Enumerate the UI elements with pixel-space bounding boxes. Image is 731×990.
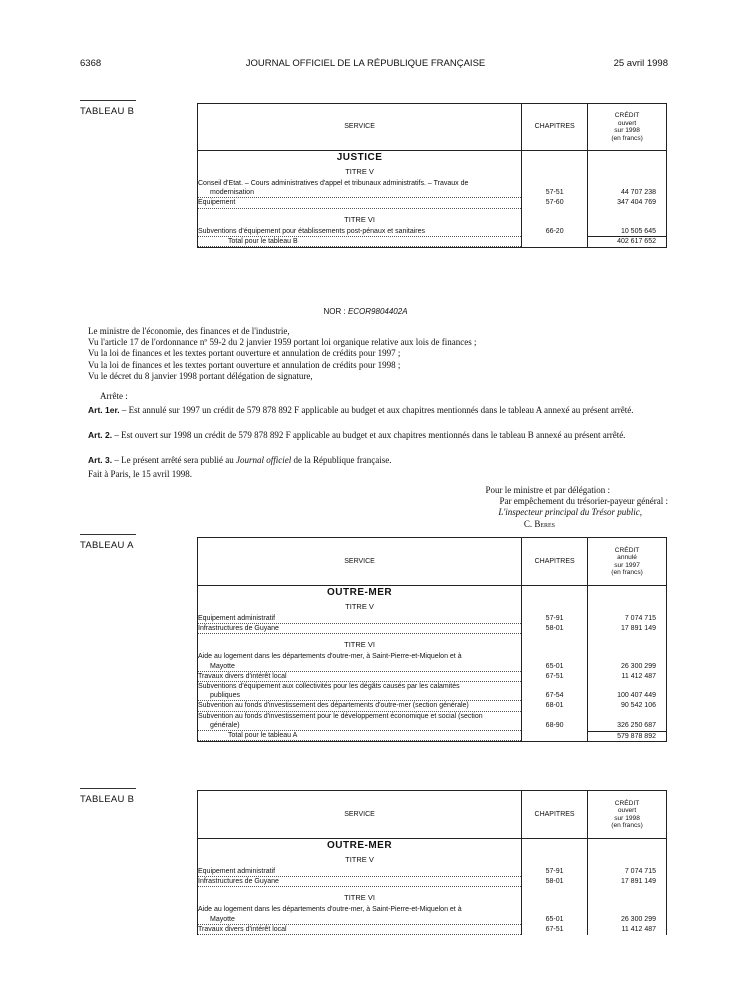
col-chapitres: CHAPITRES: [522, 538, 588, 586]
col-chapitres: CHAPITRES: [522, 104, 588, 151]
article-3: Art. 3. – Le présent arrêté sera publié au Journal officiel de la République française.: [88, 455, 392, 465]
col-service: SERVICE: [198, 538, 522, 586]
table-row: Equipement administratif 57-91 7 074 715: [198, 614, 667, 624]
table-row: Conseil d'Etat. – Cours administratives d'appel et tribunaux administratifs. – Travaux de modernisation 57-51 44 707 238: [198, 179, 667, 198]
table-row: Infrastructures de Guyane 58-01 17 891 149: [198, 877, 667, 887]
table-row: Subvention au fonds d'investissement pour le développement économique et social (section générale) 68-90 326 250 687: [198, 712, 667, 731]
visa-line: Vu la loi de finances et les textes portant ouverture et annulation de crédits pour 1997 ;: [88, 348, 401, 359]
signature-block: Pour le ministre et par délégation : Par empêchement du trésorier-payeur général : L'inspecteur principal du Trésor public, C. Beres: [485, 485, 668, 529]
table-row: Aide au logement dans les départements d'outre-mer, à Saint-Pierre-et-Miquelon et à Mayotte 65-01 26 300 299: [198, 905, 667, 924]
table-a-outre-mer: [197, 537, 667, 742]
table-row: Subventions d'équipement aux collectivités pour les dégâts causés par les calamités publiques 67-54 100 407 449: [198, 682, 667, 701]
table-label-b1: TABLEAU B: [80, 106, 135, 117]
table-b-justice: [197, 103, 667, 248]
table-label-b2: TABLEAU B: [80, 794, 135, 805]
section-title: JUSTICE: [198, 151, 522, 166]
titre-heading: TITRE V: [198, 165, 522, 179]
titre-heading: TITRE VI: [198, 634, 522, 652]
minister-line: Le ministre de l'économie, des finances et de l'industrie,: [88, 326, 290, 336]
table-row: Equipement administratif 57-91 7 074 715: [198, 867, 667, 877]
section-title: OUTRE-MER: [198, 586, 522, 601]
titre-heading: TITRE VI: [198, 887, 522, 905]
col-service: SERVICE: [198, 104, 522, 151]
table-row: Subvention au fonds d'investissement des départements d'outre-mer (section générale) 68-01 90 542 106: [198, 701, 667, 711]
visa-line: Vu la loi de finances et les textes portant ouverture et annulation de crédits pour 1998 ;: [88, 359, 401, 370]
table-row: Equipement 57-60 347 404 769: [198, 198, 667, 208]
visa-line: Vu l'article 17 de l'ordonnance nº 59-2 du 2 janvier 1959 portant loi organique relative aux lois de finances ;: [88, 337, 477, 348]
titre-heading: TITRE VI: [198, 209, 522, 227]
titre-heading: TITRE V: [198, 853, 522, 867]
col-service: SERVICE: [198, 791, 522, 839]
titre-heading: TITRE V: [198, 600, 522, 614]
total-row: Total pour le tableau B 402 617 652: [198, 237, 667, 248]
table-row: Travaux divers d'intérêt local 67-51 11 412 487: [198, 672, 667, 682]
article-1: Art. 1er. – Est annulé sur 1997 un crédit de 579 878 892 F applicable au budget et aux chapitres mentionnés dans le tableau A annexé au présent arrêté.: [88, 405, 634, 415]
visas-block: [88, 326, 668, 382]
col-credit: CRÉDIT annulé sur 1997 (en francs): [588, 538, 667, 586]
fait-line: Fait à Paris, le 15 avril 1998.: [88, 469, 192, 479]
total-row: Total pour le tableau A 579 878 892: [198, 731, 667, 742]
table-row: Travaux divers d'intérêt local 67-51 11 412 487: [198, 925, 667, 935]
table-row: Aide au logement dans les départements d'outre-mer, à Saint-Pierre-et-Miquelon et à Mayotte 65-01 26 300 299: [198, 652, 667, 671]
article-2: Art. 2. – Est ouvert sur 1998 un crédit de 579 878 892 F applicable au budget et aux chapitres mentionnés dans le tableau B annexé au présent arrêté.: [88, 430, 626, 440]
col-chapitres: CHAPITRES: [522, 791, 588, 839]
col-credit: CRÉDIT ouvert sur 1998 (en francs): [588, 104, 667, 151]
journal-title: JOURNAL OFFICIEL DE LA RÉPUBLIQUE FRANÇAISE: [245, 58, 486, 69]
table-row: Subventions d'équipement pour établissements post-pénaux et sanitaires 66-20 10 505 645: [198, 227, 667, 237]
col-credit: CRÉDIT ouvert sur 1998 (en francs): [588, 791, 667, 839]
table-b-outre-mer: [197, 790, 667, 935]
visa-line: Vu le décret du 8 janvier 1998 portant délégation de signature,: [88, 370, 313, 381]
section-title: OUTRE-MER: [198, 839, 522, 854]
table-label-a: TABLEAU A: [80, 540, 134, 551]
table-row: Infrastructures de Guyane 58-01 17 891 149: [198, 624, 667, 634]
issue-date: 25 avril 1998: [613, 58, 668, 69]
nor-reference: NOR : ECOR9804402A: [323, 307, 408, 316]
arrete-heading: Arrête :: [100, 391, 128, 401]
page-number: 6368: [80, 58, 102, 69]
